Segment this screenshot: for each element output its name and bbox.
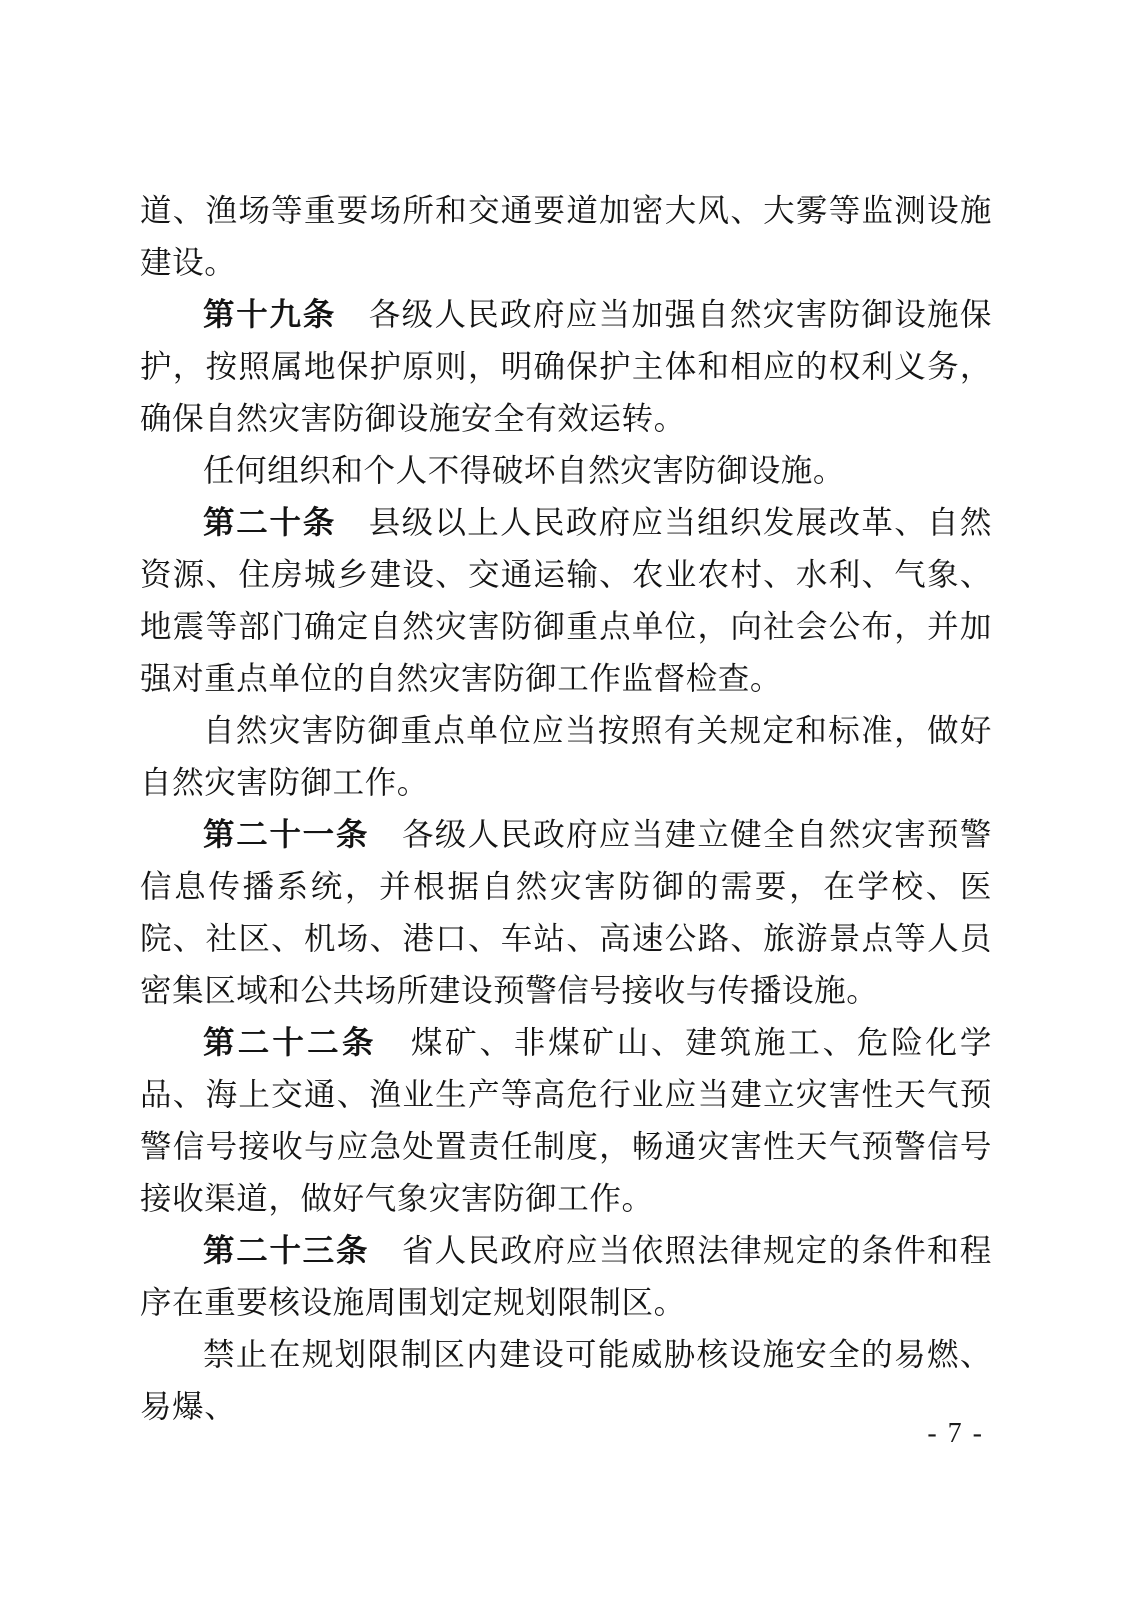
paragraph-article-19 [140, 289, 992, 445]
paragraph-text: 县级以上人民政府应当组织发展改革、自然资源、住房城乡建设、交通运输、农业农村、水利、气象、地震等部门确定自然灾害防御重点单位，向社会公布，并加强对重点单位的自然灾害防御工作监督检查。 [140, 505, 992, 696]
paragraph-text: 禁止在规划限制区内建设可能威胁核设施安全的易燃、易爆、 [140, 1337, 992, 1424]
article-label: 第十九条 [203, 297, 336, 332]
paragraph-text: 各级人民政府应当加强自然灾害防御设施保护，按照属地保护原则，明确保护主体和相应的权利义务，确保自然灾害防御设施安全有效运转。 [140, 297, 992, 436]
paragraph-text: 自然灾害防御重点单位应当按照有关规定和标准，做好自然灾害防御工作。 [140, 713, 992, 800]
paragraph-text: 任何组织和个人不得破坏自然灾害防御设施。 [203, 453, 846, 488]
paragraph-continued [140, 185, 992, 289]
paragraph-article-23 [140, 1225, 992, 1329]
article-label: 第二十二条 [203, 1025, 377, 1060]
paragraph-article-20 [140, 497, 992, 705]
document-body [140, 185, 992, 1433]
paragraph-text: 省人民政府应当依照法律规定的条件和程序在重要核设施周围划定规划限制区。 [140, 1233, 992, 1320]
paragraph-article-19-2 [140, 445, 992, 497]
paragraph-article-21 [140, 809, 992, 1017]
article-label: 第二十一条 [203, 817, 370, 852]
paragraph-text: 道、渔场等重要场所和交通要道加密大风、大雾等监测设施建设。 [140, 193, 992, 280]
article-label: 第二十条 [203, 505, 336, 540]
paragraph-text: 煤矿、非煤矿山、建筑施工、危险化学品、海上交通、渔业生产等高危行业应当建立灾害性天气预警信号接收与应急处置责任制度，畅通灾害性天气预警信号接收渠道，做好气象灾害防御工作。 [140, 1025, 992, 1216]
page-number: - 7 - [927, 1418, 984, 1449]
paragraph-article-20-2 [140, 705, 992, 809]
paragraph-text: 各级人民政府应当建立健全自然灾害预警信息传播系统，并根据自然灾害防御的需要，在学校、医院、社区、机场、港口、车站、高速公路、旅游景点等人员密集区域和公共场所建设预警信号接收与传播设施。 [140, 817, 992, 1008]
article-label: 第二十三条 [203, 1233, 370, 1268]
paragraph-article-22 [140, 1017, 992, 1225]
